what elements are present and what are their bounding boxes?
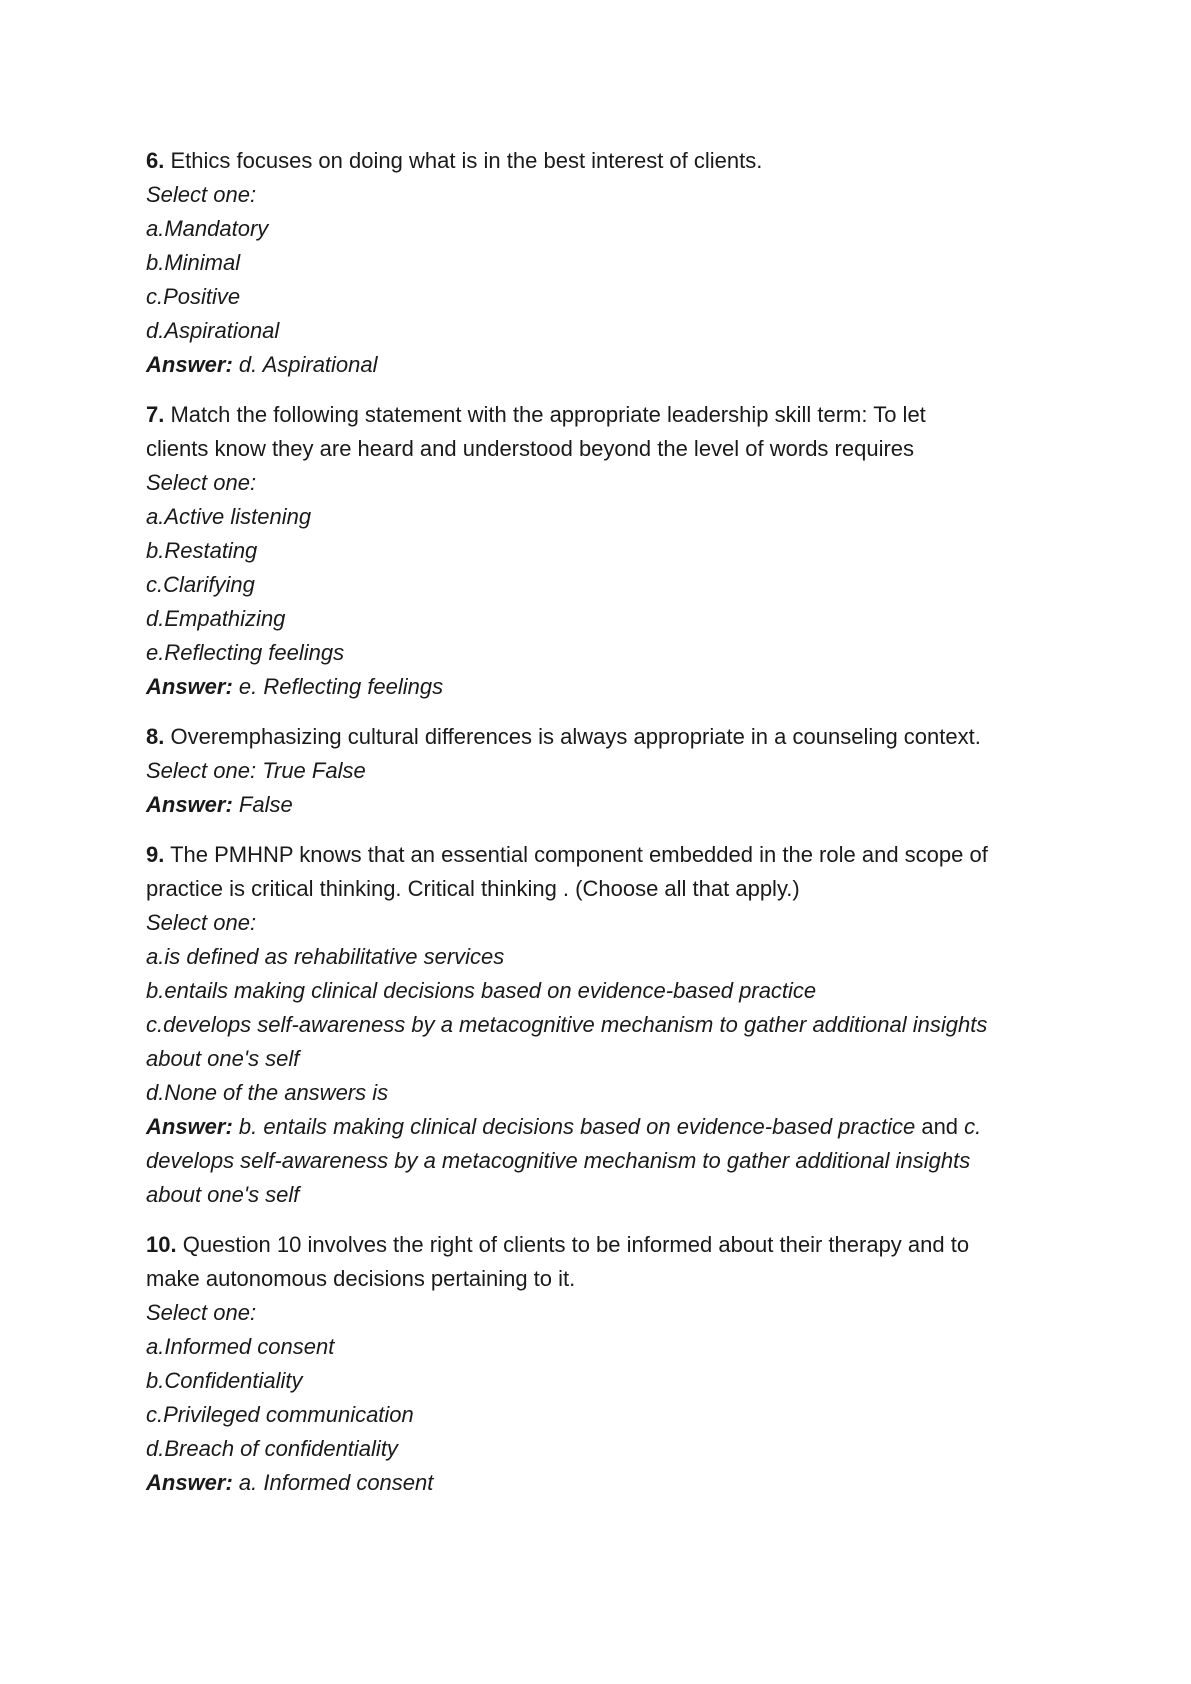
question-6-option-b: b.Minimal xyxy=(146,250,241,275)
answer-label: Answer: xyxy=(146,674,233,699)
question-9-answer-line-3: about one's self xyxy=(146,1182,300,1207)
question-10-text-1: Question 10 involves the right of clients to be informed about their therapy and to xyxy=(182,1232,970,1257)
question-9-answer-line-2: develops self-awareness by a metacognitive mechanism to gather additional insights xyxy=(146,1148,971,1173)
question-8-text: Overemphasizing cultural differences is always appropriate in a counseling context. xyxy=(170,724,981,749)
answer-label: Answer: xyxy=(146,352,233,377)
question-9-option-c-cont: about one's self xyxy=(146,1046,300,1071)
question-8 xyxy=(146,720,1066,822)
question-10-option-c: c.Privileged communication xyxy=(146,1402,414,1427)
question-10-stem-line-2: make autonomous decisions pertaining to it. xyxy=(146,1266,576,1291)
question-6-option-d: d.Aspirational xyxy=(146,318,280,343)
question-6-option-a: a.Mandatory xyxy=(146,216,269,241)
question-7-stem-line-1 xyxy=(146,398,1066,432)
answer-joiner: and xyxy=(921,1114,959,1139)
question-7-option-a: a.Active listening xyxy=(146,504,312,529)
question-6-answer xyxy=(146,348,1066,382)
question-7-option-b: b.Restating xyxy=(146,538,258,563)
question-6-option-c: c.Positive xyxy=(146,284,241,309)
question-8-answer xyxy=(146,788,1066,822)
question-9-option-c: c.develops self-awareness by a metacognitive mechanism to gather additional insights xyxy=(146,1012,988,1037)
answer-value-part-2-start: c. xyxy=(964,1114,982,1139)
question-9-option-b: b.entails making clinical decisions based on evidence-based practice xyxy=(146,978,817,1003)
question-9-number: 9. xyxy=(146,842,165,867)
question-6-prompt: Select one: xyxy=(146,182,257,207)
question-8-number: 8. xyxy=(146,724,165,749)
question-8-stem xyxy=(146,720,1066,754)
question-9-answer xyxy=(146,1110,1066,1144)
answer-value: e. Reflecting feelings xyxy=(238,674,444,699)
question-7 xyxy=(146,398,1066,704)
question-8-prompt: Select one: True False xyxy=(146,758,366,783)
question-9-text-1: The PMHNP knows that an essential component embedded in the role and scope of xyxy=(170,842,988,867)
question-9-option-d: d.None of the answers is xyxy=(146,1080,389,1105)
question-10-prompt: Select one: xyxy=(146,1300,257,1325)
question-10-option-d: d.Breach of confidentiality xyxy=(146,1436,398,1461)
answer-label: Answer: xyxy=(146,1114,233,1139)
answer-label: Answer: xyxy=(146,792,233,817)
answer-value: False xyxy=(238,792,293,817)
answer-value: a. Informed consent xyxy=(238,1470,434,1495)
question-10-option-b: b.Confidentiality xyxy=(146,1368,303,1393)
question-9-option-a: a.is defined as rehabilitative services xyxy=(146,944,505,969)
answer-label: Answer: xyxy=(146,1470,233,1495)
question-6 xyxy=(146,144,1066,382)
quiz-content xyxy=(146,144,1066,1516)
question-7-stem-line-2: clients know they are heard and understood beyond the level of words requires xyxy=(146,436,915,461)
question-7-number: 7. xyxy=(146,402,165,427)
question-9-stem-line-1 xyxy=(146,838,1066,872)
question-7-option-c: c.Clarifying xyxy=(146,572,255,597)
question-7-option-d: d.Empathizing xyxy=(146,606,286,631)
question-10 xyxy=(146,1228,1066,1500)
answer-value-part-1: b. entails making clinical decisions based on evidence-based practice xyxy=(238,1114,916,1139)
question-10-number: 10. xyxy=(146,1232,177,1257)
question-9-prompt: Select one: xyxy=(146,910,257,935)
question-7-text-1: Match the following statement with the appropriate leadership skill term: To let xyxy=(170,402,926,427)
question-9 xyxy=(146,838,1066,1212)
question-6-stem xyxy=(146,144,1066,178)
answer-value: d. Aspirational xyxy=(238,352,378,377)
question-7-prompt: Select one: xyxy=(146,470,257,495)
question-7-option-e: e.Reflecting feelings xyxy=(146,640,345,665)
question-9-stem-line-2: practice is critical thinking. Critical thinking . (Choose all that apply.) xyxy=(146,876,800,901)
question-7-answer xyxy=(146,670,1066,704)
question-6-text: Ethics focuses on doing what is in the best interest of clients. xyxy=(170,148,763,173)
question-10-answer xyxy=(146,1466,1066,1500)
question-10-stem-line-1 xyxy=(146,1228,1066,1262)
question-6-number: 6. xyxy=(146,148,165,173)
question-10-option-a: a.Informed consent xyxy=(146,1334,335,1359)
